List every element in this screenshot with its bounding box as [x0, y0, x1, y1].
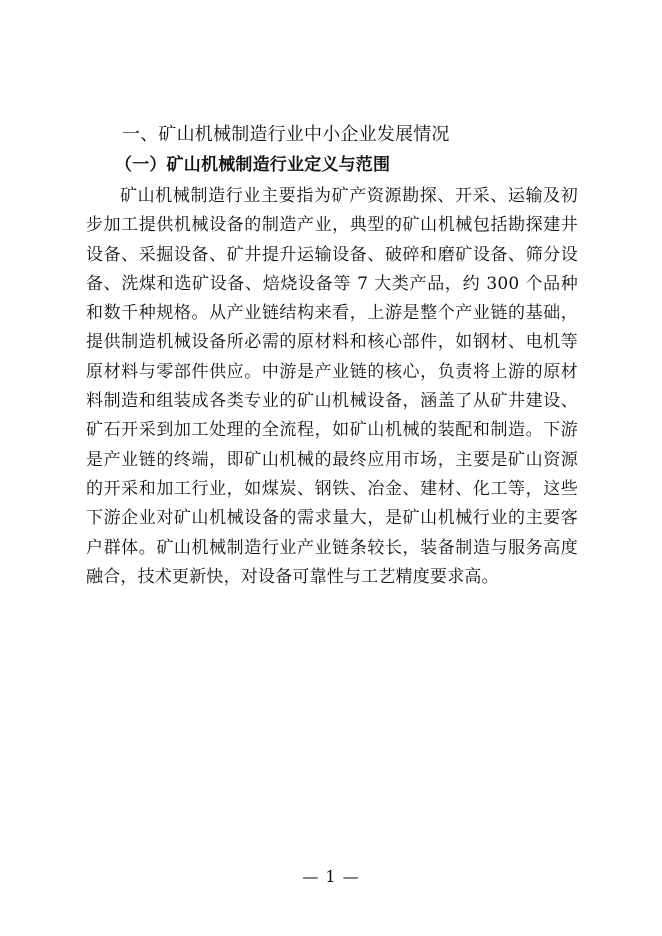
- section-heading-level2: （一）矿山机械制造行业定义与范围: [115, 155, 391, 175]
- page-number: — 1 —: [302, 867, 360, 886]
- section-heading-level1: 一、矿山机械制造行业中小企业发展情况: [122, 124, 450, 145]
- body-paragraph: 矿山机械制造行业主要指为矿产资源勘探、开采、运输及初步加工提供机械设备的制造产业，典型的矿山机械包括勘探建井设备、采掘设备、矿井提升运输设备、破碎和磨矿设备、筛分设备、洗煤和选矿设备、焙烧设备等 7 大类产品，约 300 个品种和数千种规格。从产业链结构来看，上游是整个产业链的基础，提供制造机械设备所必需的原材料和核心部件，如钢材、电机等原材料与零部件供应。中游是产业链的核心，负责将上游的原材料制造和组装成各类专业的矿山机械设备，涵盖了从矿井建设、矿石开采到加工处理的全流程，如矿山机械的装配和制造。下游是产业链的终端，即矿山机械的最终应用市场，主要是矿山资源的开采和加工行业，如煤炭、钢铁、冶金、建材、化工等，这些下游企业对矿山机械设备的需求量大，是矿山机械行业的主要客户群体。矿山机械制造行业产业链条较长，装备制造与服务高度融合，技术更新快，对设备可靠性与工艺精度要求高。: [86, 186, 578, 587]
